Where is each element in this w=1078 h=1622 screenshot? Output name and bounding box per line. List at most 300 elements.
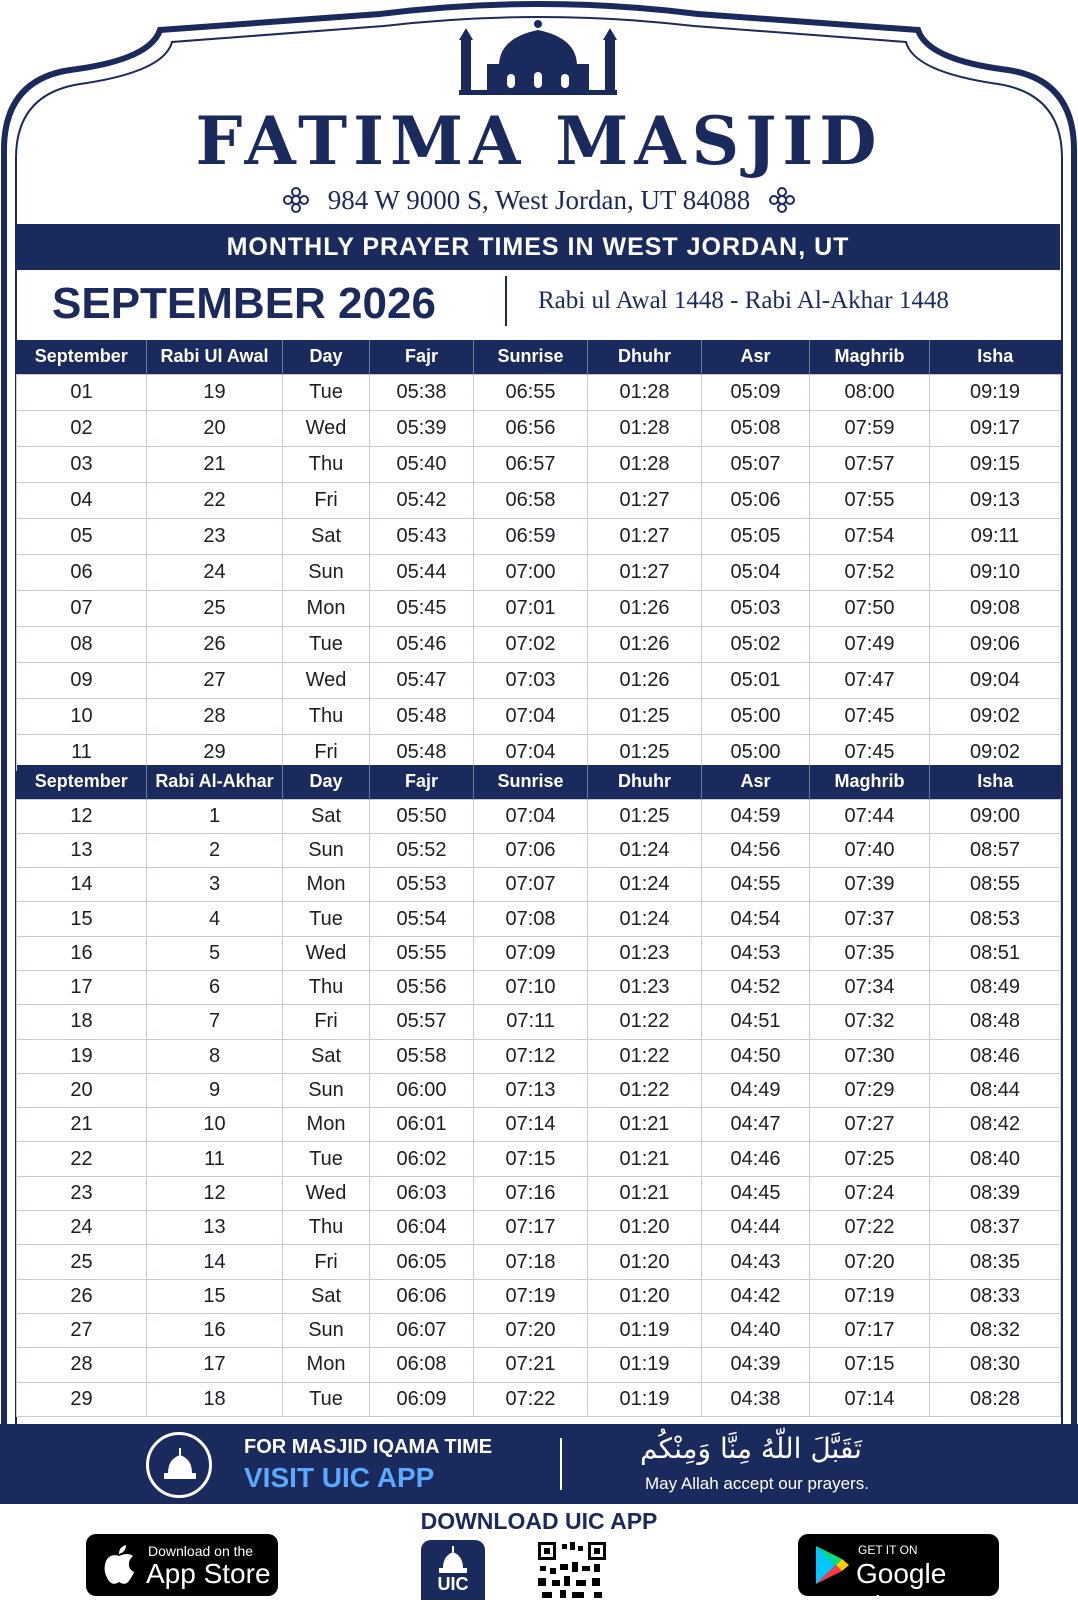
table-cell: 07:08 (474, 902, 588, 936)
table-cell: 07:34 (810, 970, 930, 1004)
table-cell: 13 (147, 1211, 283, 1245)
table-cell: 07:50 (810, 590, 930, 626)
table-cell: 04:40 (702, 1313, 810, 1347)
table-cell: 01:24 (588, 868, 702, 902)
table-cell: 05:44 (370, 554, 474, 590)
table-cell: 19 (147, 374, 283, 410)
table-cell: 05:56 (370, 970, 474, 1004)
table-cell: 08:57 (930, 833, 1061, 867)
table-cell: Tue (283, 902, 370, 936)
month-label: SEPTEMBER 2026 (52, 279, 436, 328)
table-cell: 04:56 (702, 833, 810, 867)
table-cell: 05:48 (370, 734, 474, 770)
table-cell: 06:06 (370, 1279, 474, 1313)
table-cell: 08:53 (930, 902, 1061, 936)
table-cell: 08:55 (930, 868, 1061, 902)
table-cell: Mon (283, 590, 370, 626)
table-cell: 08:44 (930, 1073, 1061, 1107)
table-cell: Sat (283, 1039, 370, 1073)
column-header: Asr (702, 340, 810, 374)
month-row (16, 272, 1060, 336)
column-header: Sunrise (474, 340, 588, 374)
table-cell: Sun (283, 554, 370, 590)
column-header: Dhuhr (588, 765, 702, 799)
column-header: September (17, 340, 147, 374)
table-cell: 09:04 (930, 662, 1061, 698)
table-cell: 3 (147, 868, 283, 902)
table-cell: 07:55 (810, 482, 930, 518)
table-cell: 11 (147, 1142, 283, 1176)
table-cell: 04:43 (702, 1245, 810, 1279)
table-cell: 07:47 (810, 662, 930, 698)
table-cell: 08:30 (930, 1348, 1061, 1382)
table-cell: 27 (17, 1313, 147, 1347)
table-cell: 06:59 (474, 518, 588, 554)
table-cell: 01:26 (588, 590, 702, 626)
table-cell: 24 (17, 1211, 147, 1245)
table-cell: 06:02 (370, 1142, 474, 1176)
table-cell: 08:42 (930, 1108, 1061, 1142)
table-cell: 05:50 (370, 799, 474, 833)
divider (560, 1438, 562, 1490)
table-cell: 15 (17, 902, 147, 936)
table-cell: 05:48 (370, 698, 474, 734)
qr-code-icon (536, 1540, 608, 1600)
table-cell: 17 (147, 1348, 283, 1382)
table-cell: 07:04 (474, 734, 588, 770)
footer-band (0, 1424, 1078, 1504)
table-cell: 05:52 (370, 833, 474, 867)
table-cell: Thu (283, 698, 370, 734)
appstore-small-label: Download on the (148, 1543, 254, 1559)
table-row (17, 662, 1061, 698)
table-cell: 04:46 (702, 1142, 810, 1176)
table-cell: 07:30 (810, 1039, 930, 1073)
table-cell: 05:05 (702, 518, 810, 554)
table-cell: 01:19 (588, 1382, 702, 1416)
table-cell: 05:43 (370, 518, 474, 554)
table-row (17, 1005, 1061, 1039)
table-cell: 05:53 (370, 868, 474, 902)
table-cell: 08:28 (930, 1382, 1061, 1416)
table-cell: 05:40 (370, 446, 474, 482)
table-cell: 01:21 (588, 1176, 702, 1210)
table-row (17, 698, 1061, 734)
table-cell: 05:06 (702, 482, 810, 518)
table-cell: 07:25 (810, 1142, 930, 1176)
table-cell: 01:26 (588, 626, 702, 662)
table-cell: 10 (17, 698, 147, 734)
table-cell: 07:00 (474, 554, 588, 590)
table-cell: 08:39 (930, 1176, 1061, 1210)
table-cell: 05:45 (370, 590, 474, 626)
title-banner: MONTHLY PRAYER TIMES IN WEST JORDAN, UT (16, 224, 1060, 270)
table-cell: 01:28 (588, 446, 702, 482)
table-cell: Fri (283, 734, 370, 770)
table-cell: Sat (283, 1279, 370, 1313)
table-cell: 09:02 (930, 698, 1061, 734)
table-cell: Thu (283, 1211, 370, 1245)
table-cell: 07:02 (474, 626, 588, 662)
table-cell: 06 (17, 554, 147, 590)
divider (505, 276, 507, 326)
table-cell: 07:49 (810, 626, 930, 662)
table-cell: 05:01 (702, 662, 810, 698)
table-cell: 08 (17, 626, 147, 662)
page-title: FATIMA MASJID (195, 102, 883, 180)
table-cell: 27 (147, 662, 283, 698)
table-cell: 07:52 (810, 554, 930, 590)
table-cell: 07:10 (474, 970, 588, 1004)
table-cell: 09:08 (930, 590, 1061, 626)
table-cell: 06:55 (474, 374, 588, 410)
table-cell: 07:22 (810, 1211, 930, 1245)
table-cell: 11 (17, 734, 147, 770)
table-cell: 01:25 (588, 698, 702, 734)
table-cell: 07:35 (810, 936, 930, 970)
table-cell: 01:28 (588, 410, 702, 446)
table-cell: Mon (283, 868, 370, 902)
table-cell: 08:40 (930, 1142, 1061, 1176)
table-cell: 16 (17, 936, 147, 970)
table-cell: 07:12 (474, 1039, 588, 1073)
table-cell: 07:04 (474, 799, 588, 833)
table-cell: 09:17 (930, 410, 1061, 446)
table-cell: 24 (147, 554, 283, 590)
table-cell: 04:47 (702, 1108, 810, 1142)
table-cell: 14 (147, 1245, 283, 1279)
table-cell: 01:23 (588, 936, 702, 970)
table-cell: Fri (283, 1245, 370, 1279)
table-row (17, 1211, 1061, 1245)
table-cell: 22 (147, 482, 283, 518)
table-cell: 23 (17, 1176, 147, 1210)
table-cell: 04:42 (702, 1279, 810, 1313)
uic-logo (146, 1432, 212, 1498)
table-cell: 05:03 (702, 590, 810, 626)
table-cell: 06:03 (370, 1176, 474, 1210)
table-cell: 07:04 (474, 698, 588, 734)
table-cell: 08:33 (930, 1279, 1061, 1313)
gplay-big-label: Google Play (856, 1558, 947, 1621)
table-row (17, 936, 1061, 970)
table-cell: 05:54 (370, 902, 474, 936)
table-cell: Tue (283, 1382, 370, 1416)
table-cell: 01:21 (588, 1108, 702, 1142)
table-cell: 01:21 (588, 1142, 702, 1176)
hijri-range: Rabi ul Awal 1448 - Rabi Al-Akhar 1448 (538, 287, 949, 314)
table-cell: 05:09 (702, 374, 810, 410)
table-cell: 05:38 (370, 374, 474, 410)
table-row (17, 1313, 1061, 1347)
table-row (17, 590, 1061, 626)
table-cell: 2 (147, 833, 283, 867)
table-cell: 07:06 (474, 833, 588, 867)
table-cell: 08:35 (930, 1245, 1061, 1279)
table-cell: 07:45 (810, 698, 930, 734)
table-cell: 20 (147, 410, 283, 446)
table-cell: 07:45 (810, 734, 930, 770)
table-row (17, 1245, 1061, 1279)
table-cell: 05:04 (702, 554, 810, 590)
uic-label: UIC (437, 1574, 469, 1594)
table-cell: Sat (283, 799, 370, 833)
column-header: Day (283, 765, 370, 799)
table-cell: 07:20 (474, 1313, 588, 1347)
table-cell: 06:58 (474, 482, 588, 518)
table-cell: 07:18 (474, 1245, 588, 1279)
table-cell: 07:19 (810, 1279, 930, 1313)
table-cell: 23 (147, 518, 283, 554)
table-cell: 01:19 (588, 1313, 702, 1347)
table-row (17, 1348, 1061, 1382)
mosque-icon (160, 1445, 200, 1485)
table-cell: 08:32 (930, 1313, 1061, 1347)
column-header: Fajr (370, 765, 474, 799)
table-cell: 22 (17, 1142, 147, 1176)
table-cell: Thu (283, 446, 370, 482)
table-cell: 04:38 (702, 1382, 810, 1416)
table-row (17, 868, 1061, 902)
table-cell: 09:10 (930, 554, 1061, 590)
gplay-small-label: GET IT ON (858, 1543, 918, 1557)
table-cell: 06:09 (370, 1382, 474, 1416)
table-cell: 05:55 (370, 936, 474, 970)
table-cell: 28 (17, 1348, 147, 1382)
table-row (17, 518, 1061, 554)
table-cell: 05:47 (370, 662, 474, 698)
visit-uic-app-link[interactable]: VISIT UIC APP (244, 1462, 435, 1493)
table-cell: 01:27 (588, 518, 702, 554)
table-cell: 08:48 (930, 1005, 1061, 1039)
table-row (17, 554, 1061, 590)
table-cell: 03 (17, 446, 147, 482)
table-cell: Wed (283, 1176, 370, 1210)
table-cell: 01:25 (588, 799, 702, 833)
table-cell: 1 (147, 799, 283, 833)
table-row (17, 374, 1061, 410)
table-cell: 06:00 (370, 1073, 474, 1107)
table-row (17, 1108, 1061, 1142)
flower-icon (282, 186, 310, 214)
table-cell: 08:00 (810, 374, 930, 410)
table-cell: 12 (147, 1176, 283, 1210)
table-cell: 07:21 (474, 1348, 588, 1382)
table-cell: Fri (283, 1005, 370, 1039)
table-cell: 26 (147, 626, 283, 662)
table-cell: 13 (17, 833, 147, 867)
table-cell: 07:22 (474, 1382, 588, 1416)
table-cell: 04 (17, 482, 147, 518)
table-cell: 01:24 (588, 833, 702, 867)
table-row (17, 1382, 1061, 1416)
table-cell: 07:14 (474, 1108, 588, 1142)
table-cell: Sun (283, 1073, 370, 1107)
table-row (17, 410, 1061, 446)
uic-app-icon[interactable] (421, 1540, 485, 1600)
table-row (17, 446, 1061, 482)
table-cell: 01:20 (588, 1211, 702, 1245)
table-cell: Tue (283, 374, 370, 410)
table-cell: 09:02 (930, 734, 1061, 770)
table-cell: 01:20 (588, 1245, 702, 1279)
apple-icon (100, 1544, 138, 1586)
table-cell: Thu (283, 970, 370, 1004)
table-cell: 07:20 (810, 1245, 930, 1279)
column-header: Maghrib (810, 765, 930, 799)
table-cell: 07:07 (474, 868, 588, 902)
table-cell: 4 (147, 902, 283, 936)
table-cell: 04:55 (702, 868, 810, 902)
table-cell: 08:37 (930, 1211, 1061, 1245)
table-cell: 08:51 (930, 936, 1061, 970)
table-cell: 09:13 (930, 482, 1061, 518)
table-row (17, 482, 1061, 518)
table-cell: 04:53 (702, 936, 810, 970)
table-cell: 07:29 (810, 1073, 930, 1107)
table-cell: 07:40 (810, 833, 930, 867)
table-cell: 04:59 (702, 799, 810, 833)
table-cell: 19 (17, 1039, 147, 1073)
table-cell: 25 (147, 590, 283, 626)
table-row (17, 1279, 1061, 1313)
table-cell: 07:39 (810, 868, 930, 902)
table-cell: Mon (283, 1108, 370, 1142)
appstore-big-label: App Store (146, 1558, 271, 1589)
table-cell: 09:06 (930, 626, 1061, 662)
table-cell: 15 (147, 1279, 283, 1313)
table-cell: 01:20 (588, 1279, 702, 1313)
table-row (17, 1142, 1061, 1176)
table-cell: 04:52 (702, 970, 810, 1004)
table-cell: 01:22 (588, 1039, 702, 1073)
table-cell: 05:58 (370, 1039, 474, 1073)
table-cell: 09 (17, 662, 147, 698)
table-cell: 05:07 (702, 446, 810, 482)
table-cell: 01 (17, 374, 147, 410)
table-cell: 20 (17, 1073, 147, 1107)
table-cell: 09:19 (930, 374, 1061, 410)
dua-translation: May Allah accept our prayers. (645, 1474, 869, 1493)
table-cell: 18 (147, 1382, 283, 1416)
column-header: Sunrise (474, 765, 588, 799)
table-cell: 06:04 (370, 1211, 474, 1245)
table-cell: 05:46 (370, 626, 474, 662)
table-cell: 09:11 (930, 518, 1061, 554)
table-cell: 05:57 (370, 1005, 474, 1039)
table-cell: 7 (147, 1005, 283, 1039)
table-cell: 07:44 (810, 799, 930, 833)
table-cell: 07:37 (810, 902, 930, 936)
table-cell: 04:49 (702, 1073, 810, 1107)
table-cell: 07:59 (810, 410, 930, 446)
table-cell: 07:19 (474, 1279, 588, 1313)
column-header: Isha (930, 765, 1061, 799)
table-cell: 05 (17, 518, 147, 554)
table-cell: 8 (147, 1039, 283, 1073)
table-cell: 01:27 (588, 554, 702, 590)
table-cell: 29 (17, 1382, 147, 1416)
table-cell: Sun (283, 1313, 370, 1347)
column-header: Rabi Al-Akhar (147, 765, 283, 799)
table-cell: 28 (147, 698, 283, 734)
table-cell: 5 (147, 936, 283, 970)
table-cell: 01:26 (588, 662, 702, 698)
table-cell: Tue (283, 1142, 370, 1176)
table-cell: 06:57 (474, 446, 588, 482)
table-cell: 07:24 (810, 1176, 930, 1210)
table-row (17, 799, 1061, 833)
table-cell: 07:09 (474, 936, 588, 970)
table-cell: 26 (17, 1279, 147, 1313)
table-cell: 09:15 (930, 446, 1061, 482)
table-cell: 07 (17, 590, 147, 626)
table-cell: 18 (17, 1005, 147, 1039)
table-cell: 07:11 (474, 1005, 588, 1039)
table-cell: 21 (147, 446, 283, 482)
table-cell: 07:57 (810, 446, 930, 482)
table-cell: Fri (283, 482, 370, 518)
table-cell: Wed (283, 936, 370, 970)
table-cell: 02 (17, 410, 147, 446)
table-cell: 25 (17, 1245, 147, 1279)
table-cell: Sun (283, 833, 370, 867)
column-header: Day (283, 340, 370, 374)
table-row (17, 1039, 1061, 1073)
table-cell: 01:28 (588, 374, 702, 410)
table-cell: 07:15 (474, 1142, 588, 1176)
table-cell: 01:25 (588, 734, 702, 770)
table-cell: 01:22 (588, 1073, 702, 1107)
table-cell: 04:54 (702, 902, 810, 936)
table-cell: 16 (147, 1313, 283, 1347)
table-row (17, 626, 1061, 662)
table-cell: 29 (147, 734, 283, 770)
mosque-icon (459, 18, 617, 96)
table-cell: 07:13 (474, 1073, 588, 1107)
table-cell: 21 (17, 1108, 147, 1142)
table-cell: 01:27 (588, 482, 702, 518)
prayer-table-rabi-al-akhar (16, 765, 1061, 1417)
table-row (17, 1073, 1061, 1107)
table-cell: 06:05 (370, 1245, 474, 1279)
column-header: Asr (702, 765, 810, 799)
table-cell: 06:08 (370, 1348, 474, 1382)
address: 984 W 9000 S, West Jordan, UT 84088 (327, 184, 751, 215)
table-cell: 04:50 (702, 1039, 810, 1073)
table-cell: 07:16 (474, 1176, 588, 1210)
app-store-button[interactable] (86, 1534, 278, 1596)
iqama-label: FOR MASJID IQAMA TIME (244, 1436, 493, 1458)
table-row (17, 902, 1061, 936)
table-cell: 04:45 (702, 1176, 810, 1210)
table-cell: 05:00 (702, 734, 810, 770)
table-row (17, 833, 1061, 867)
address-row (0, 180, 1078, 220)
table-cell: 07:01 (474, 590, 588, 626)
table-cell: 10 (147, 1108, 283, 1142)
prayer-table-rabi-ul-awal (16, 340, 1061, 771)
table-cell: 04:39 (702, 1348, 810, 1382)
flower-icon (768, 186, 796, 214)
table-cell: 9 (147, 1073, 283, 1107)
arabic-dua: تَقَبَّلَ اللّهُ مِنَّا وَمِنْكُم (640, 1432, 862, 1465)
table-cell: 04:51 (702, 1005, 810, 1039)
table-cell: 07:14 (810, 1382, 930, 1416)
table-cell: 05:42 (370, 482, 474, 518)
google-play-button[interactable] (798, 1534, 999, 1621)
table-cell: 6 (147, 970, 283, 1004)
